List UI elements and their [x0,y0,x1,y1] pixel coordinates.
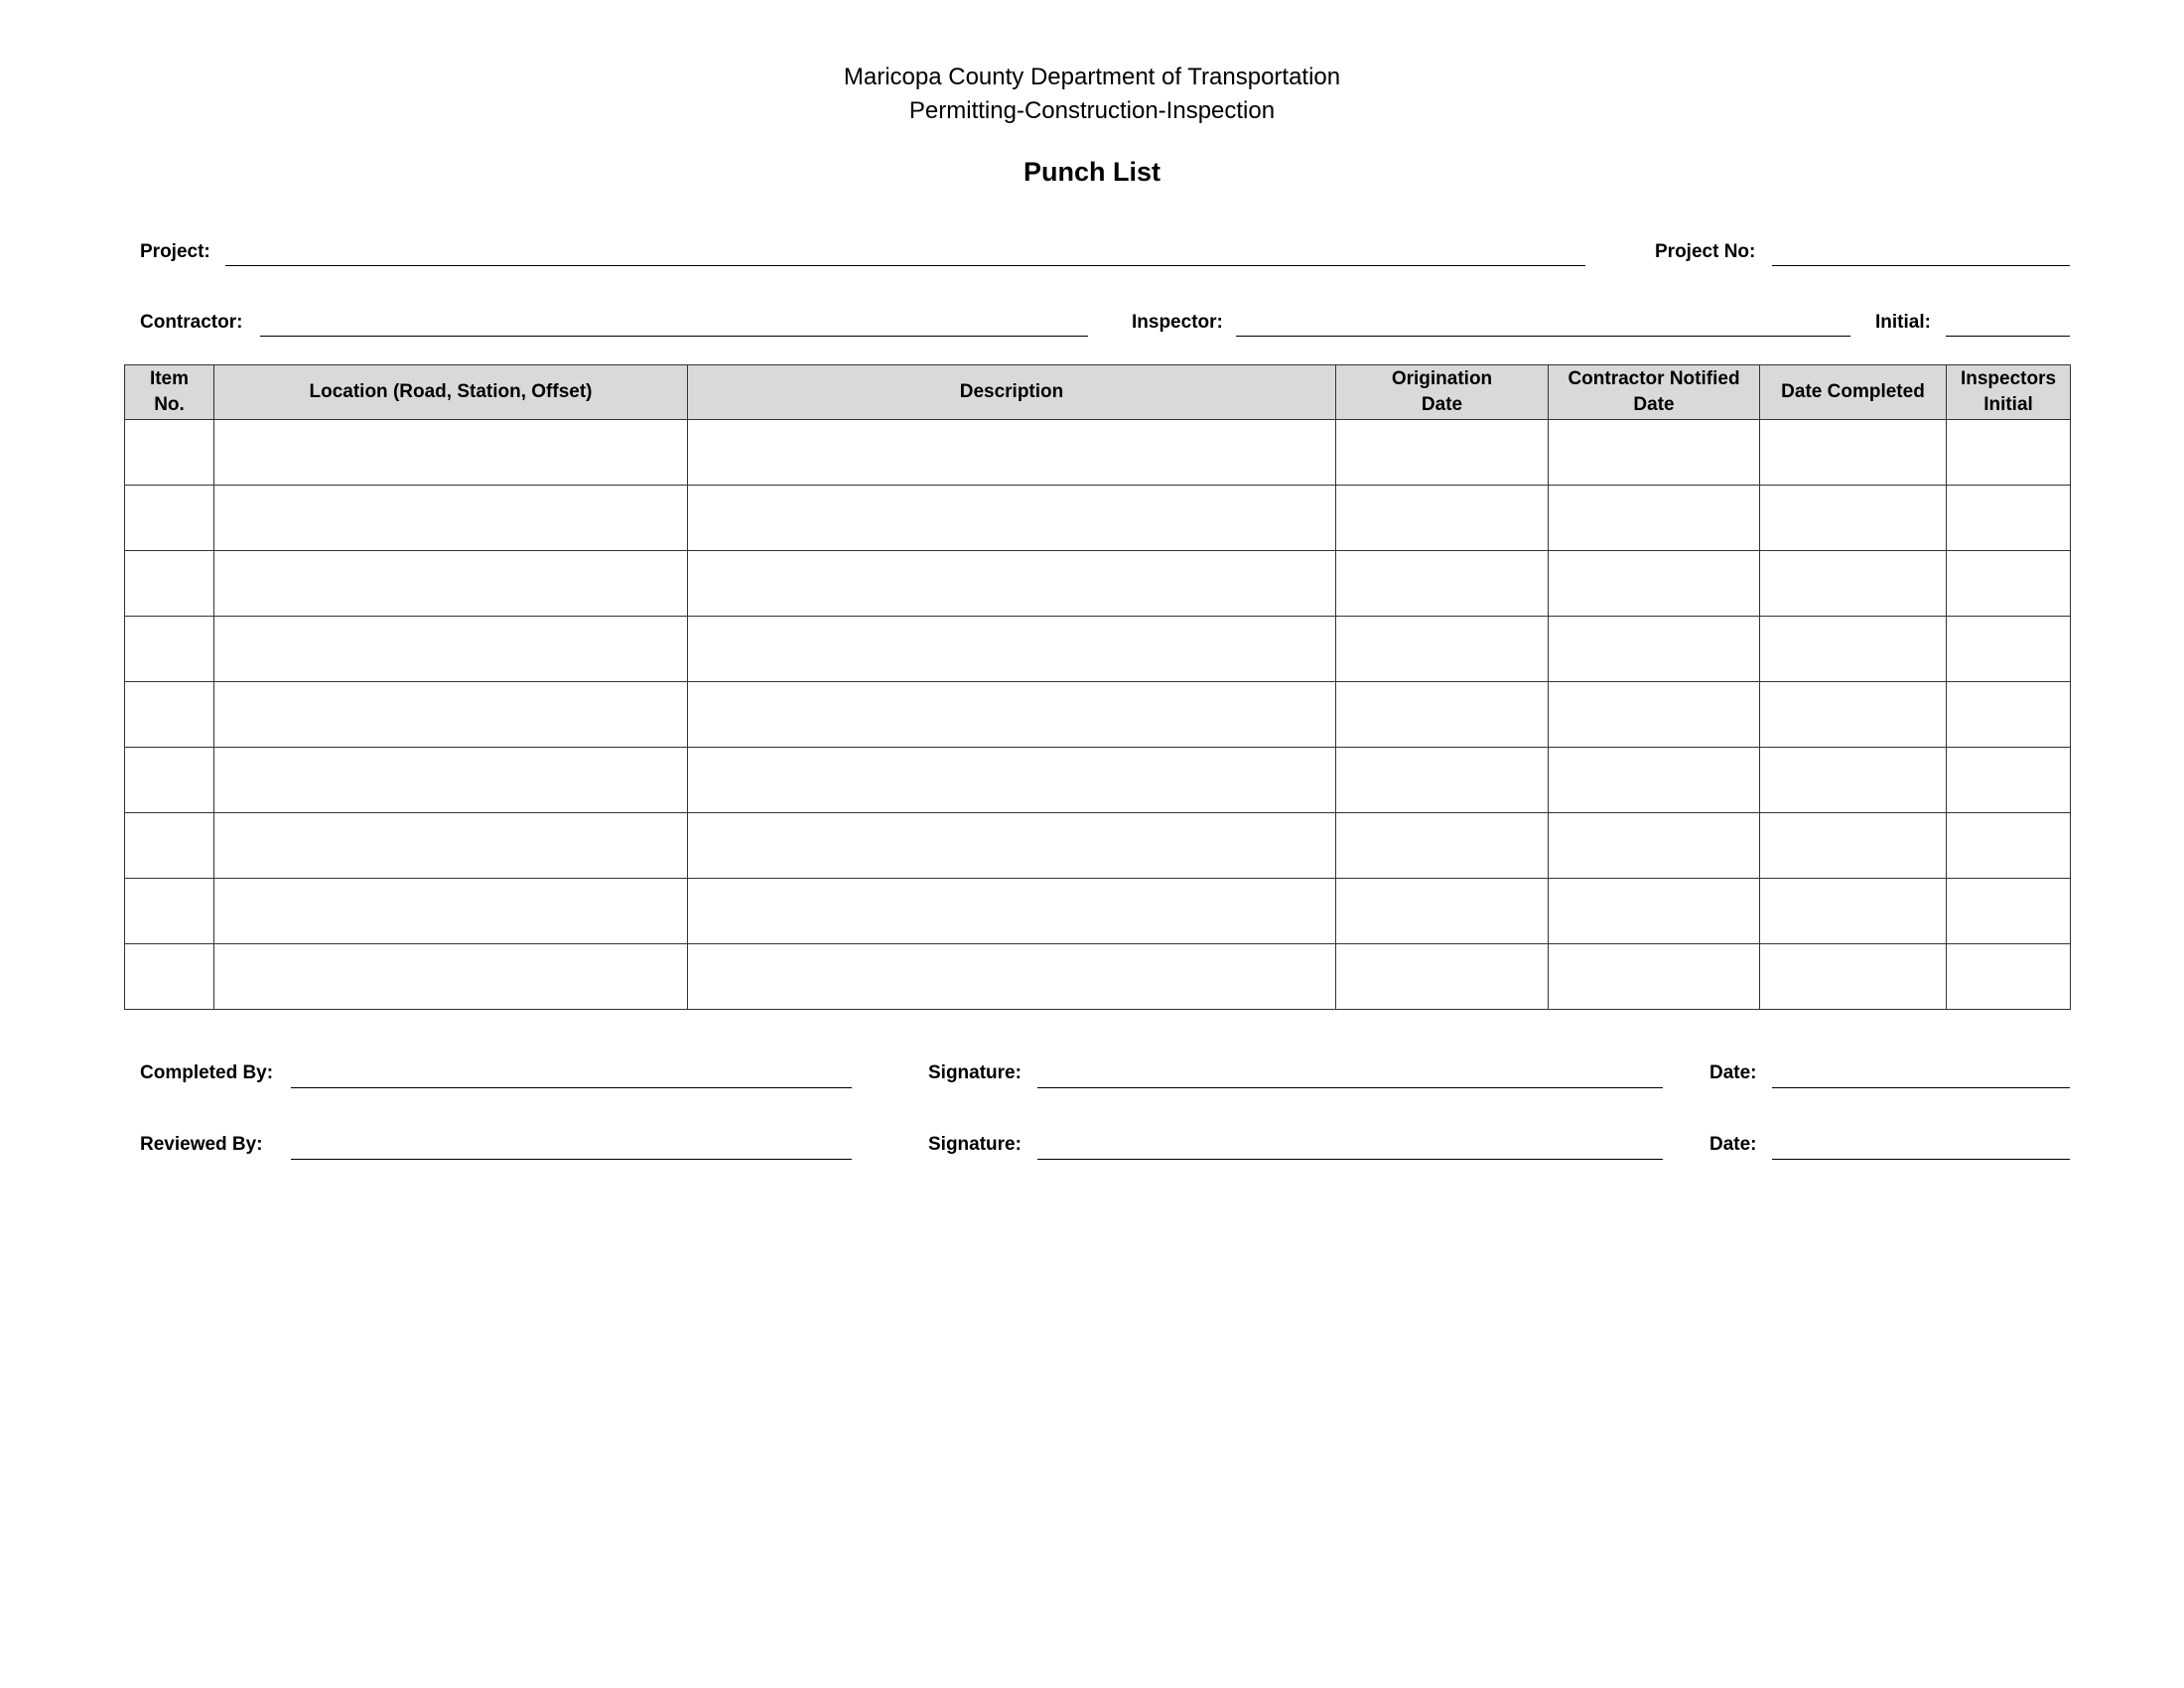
page-title: Punch List [1023,157,1160,187]
table-cell-date-completed[interactable] [1760,420,1947,486]
table-cell-location[interactable] [214,879,688,944]
table-row [125,551,2071,617]
col-inspectors-initial-header [1947,365,2071,420]
project-label: Project: [140,241,210,262]
table-cell-location[interactable] [214,813,688,879]
table-cell-origination-date[interactable] [1336,617,1549,682]
table-cell-date-completed[interactable] [1760,486,1947,551]
table-cell-description[interactable] [688,813,1336,879]
completed-date-input-line[interactable] [1772,1087,2070,1088]
punch-list-table [124,364,2071,1010]
col-origination-date-header-line2: Date [1421,394,1463,415]
col-inspectors-initial-header-line1: Inspectors [1960,368,2057,389]
table-cell-description[interactable] [688,617,1336,682]
table-cell-contractor-notified-date[interactable] [1549,879,1760,944]
table-cell-description[interactable] [688,682,1336,748]
table-row [125,420,2071,486]
reviewed-by-label: Reviewed By: [140,1134,263,1155]
table-cell-inspectors-initial[interactable] [1947,420,2071,486]
col-contractor-notified-date-header-line2: Date [1633,394,1675,415]
reviewed-signature-label: Signature: [928,1134,1022,1155]
table-cell-item-no[interactable] [125,748,214,813]
table-cell-contractor-notified-date[interactable] [1549,813,1760,879]
table-cell-inspectors-initial[interactable] [1947,486,2071,551]
col-description-header-line1: Description [959,381,1064,402]
col-description-header [688,365,1336,420]
inspector-input-line[interactable] [1236,336,1850,337]
col-contractor-notified-date-header-line1: Contractor Notified [1568,368,1740,389]
reviewed-date-input-line[interactable] [1772,1159,2070,1160]
reviewed-date-label: Date: [1709,1134,1757,1155]
contractor-row [140,312,2070,352]
table-cell-description[interactable] [688,879,1336,944]
project-input-line[interactable] [225,265,1585,266]
table-cell-origination-date[interactable] [1336,682,1549,748]
table-cell-location[interactable] [214,486,688,551]
table-cell-location[interactable] [214,748,688,813]
col-date-completed-header [1760,365,1947,420]
table-cell-inspectors-initial[interactable] [1947,617,2071,682]
col-date-completed-header-line1: Date Completed [1781,381,1925,402]
table-cell-origination-date[interactable] [1336,748,1549,813]
table-cell-contractor-notified-date[interactable] [1549,944,1760,1010]
project-no-label: Project No: [1655,241,1756,262]
table-cell-description[interactable] [688,486,1336,551]
reviewed-by-input-line[interactable] [291,1159,852,1160]
table-cell-description[interactable] [688,748,1336,813]
table-cell-item-no[interactable] [125,617,214,682]
table-cell-contractor-notified-date[interactable] [1549,682,1760,748]
table-cell-item-no[interactable] [125,420,214,486]
table-cell-description[interactable] [688,420,1336,486]
table-cell-item-no[interactable] [125,813,214,879]
col-location-header [214,365,688,420]
table-cell-inspectors-initial[interactable] [1947,944,2071,1010]
table-cell-origination-date[interactable] [1336,551,1549,617]
project-row [140,241,2070,281]
col-inspectors-initial-header-line2: Initial [1983,394,2033,415]
completed-signature-label: Signature: [928,1062,1022,1083]
table-cell-date-completed[interactable] [1760,879,1947,944]
table-header-row [125,365,2071,420]
table-cell-location[interactable] [214,551,688,617]
table-row [125,682,2071,748]
table-row [125,813,2071,879]
initial-input-line[interactable] [1946,336,2070,337]
table-row [125,879,2071,944]
completed-signature-input-line[interactable] [1037,1087,1663,1088]
table-cell-inspectors-initial[interactable] [1947,682,2071,748]
reviewed-by-row [140,1134,2070,1174]
col-item-no-header [125,365,214,420]
table-body [125,420,2071,1010]
inspector-label: Inspector: [1132,312,1223,333]
table-cell-inspectors-initial[interactable] [1947,813,2071,879]
table-cell-date-completed[interactable] [1760,748,1947,813]
table-cell-description[interactable] [688,551,1336,617]
table-cell-date-completed[interactable] [1760,682,1947,748]
table-cell-date-completed[interactable] [1760,813,1947,879]
contractor-input-line[interactable] [260,336,1088,337]
table-cell-location[interactable] [214,420,688,486]
project-no-input-line[interactable] [1772,265,2070,266]
table-row [125,748,2071,813]
col-origination-date-header [1336,365,1549,420]
completed-by-input-line[interactable] [291,1087,852,1088]
table-cell-origination-date[interactable] [1336,420,1549,486]
organization-header [0,61,2184,128]
table-cell-contractor-notified-date[interactable] [1549,617,1760,682]
table-cell-item-no[interactable] [125,879,214,944]
table-cell-location[interactable] [214,617,688,682]
org-name: Maricopa County Department of Transportation [843,64,1341,90]
table-cell-item-no[interactable] [125,551,214,617]
table-cell-origination-date[interactable] [1336,879,1549,944]
contractor-label: Contractor: [140,312,243,333]
table-cell-location[interactable] [214,682,688,748]
table-cell-contractor-notified-date[interactable] [1549,551,1760,617]
table-cell-description[interactable] [688,944,1336,1010]
col-contractor-notified-date-header [1549,365,1760,420]
table-cell-date-completed[interactable] [1760,944,1947,1010]
table-row [125,944,2071,1010]
table-row [125,486,2071,551]
table-cell-date-completed[interactable] [1760,551,1947,617]
table-cell-item-no[interactable] [125,486,214,551]
table-cell-contractor-notified-date[interactable] [1549,748,1760,813]
org-division: Permitting-Construction-Inspection [908,97,1276,124]
col-location-header-line1: Location (Road, Station, Offset) [309,381,593,402]
table-cell-location[interactable] [214,944,688,1010]
table-cell-contractor-notified-date[interactable] [1549,420,1760,486]
table-cell-origination-date[interactable] [1336,813,1549,879]
table-cell-origination-date[interactable] [1336,944,1549,1010]
table-row [125,617,2071,682]
table-cell-date-completed[interactable] [1760,617,1947,682]
completed-date-label: Date: [1709,1062,1757,1083]
table-cell-origination-date[interactable] [1336,486,1549,551]
col-item-no-header-line1: Item [149,368,190,389]
initial-label: Initial: [1875,312,1931,333]
table-cell-item-no[interactable] [125,682,214,748]
completed-by-row [140,1062,2070,1102]
table-cell-inspectors-initial[interactable] [1947,879,2071,944]
table-cell-inspectors-initial[interactable] [1947,551,2071,617]
table-cell-item-no[interactable] [125,944,214,1010]
reviewed-signature-input-line[interactable] [1037,1159,1663,1160]
col-item-no-header-line2: No. [154,394,185,415]
col-origination-date-header-line1: Origination [1391,368,1493,389]
table-cell-contractor-notified-date[interactable] [1549,486,1760,551]
table-cell-inspectors-initial[interactable] [1947,748,2071,813]
completed-by-label: Completed By: [140,1062,274,1083]
